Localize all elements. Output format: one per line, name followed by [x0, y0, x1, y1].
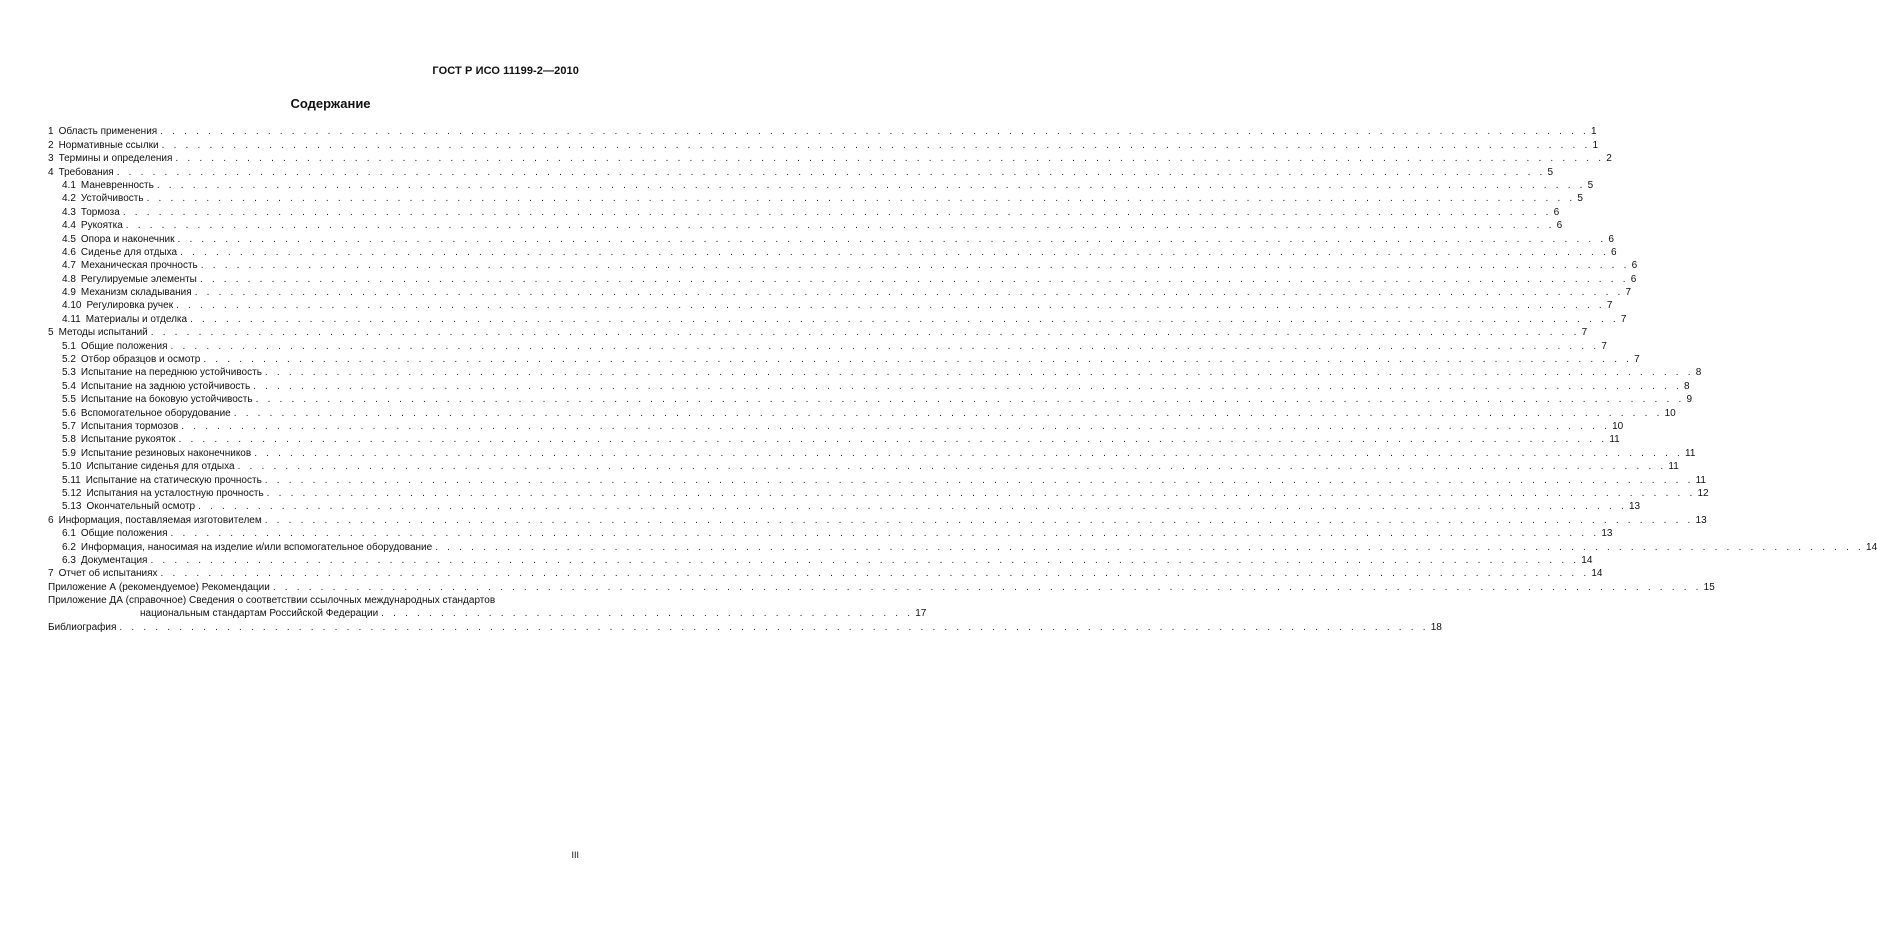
- toc-dot-leader: . . . . . . . . . . . . . . . . . . . . . . . . . . . . . . . . . . . . . . . . . . . . . . . . . . . . . . . . . . . . . . . . . . . . . . . . . . . . . . . . . . . . . . . . . . . . . . . . . . . . . . . . . . . . . . . . . . . . . . . .: [150, 327, 1580, 339]
- toc-entry-page: 11: [1695, 474, 1706, 486]
- toc-entry[interactable]: [48, 487, 1709, 500]
- toc-entry[interactable]: [48, 339, 1607, 352]
- toc-entry-label: [48, 366, 262, 379]
- page-title: Содержание: [290, 96, 371, 111]
- toc-entry-label: [48, 474, 262, 487]
- toc-dot-leader: . . . . . . . . . . . . . . . . . . . . . . . . . . . . . . . . . . . . . . . . . . . . . . . . . . . . . . . . . . . . . . . . . . . . . . . . . . . . . . . . . . . . . . . . . . . . . . . . . . . . . . . . . . . . . . . . . . . . . . . .: [200, 260, 1630, 272]
- toc-entry-annex-da-line1: Приложение ДА (справочное) Сведения о соответствии ссылочных международных стандартов: [48, 594, 496, 606]
- toc-entry-text: Материалы и отделка: [85, 313, 188, 325]
- toc-dot-leader: . . . . . . . . . . . . . . . . . . . . . . . . . . . . . . . . . . . . . . . . . . . . . . . . . . . . . . . . . . . . . . . . . . . . . . . . . . . . . . . . . . . . . . . . . . . . . . . . . . . . . . . . . . . . . . . . . . . . . . . .: [435, 541, 1865, 553]
- toc-entry-number: 5.12: [62, 487, 82, 499]
- toc-entry-label: [48, 420, 178, 433]
- toc-entry-number: 5.7: [62, 420, 76, 432]
- toc-entry-page: 7: [1606, 300, 1613, 312]
- toc-entry-number: 4.10: [62, 300, 82, 312]
- toc-entry-number: 5.1: [62, 340, 76, 352]
- toc-entry-label: [48, 139, 159, 152]
- toc-entry-page: 6: [1553, 206, 1560, 218]
- toc-dot-leader: . . . . . . . . . . . . . . . . . . . . . . . . . . . . . . . . . . . . . . . . . . . . . . . . . . . . . . . . . . . . . . . . . . . . . . . . . . . . . . . . . . . . . . . . . . . . . . . . . . . . . . . . . . . . . . . . . . . . . . . .: [176, 300, 1605, 312]
- toc-entry-label: [48, 286, 192, 299]
- toc-entry-page: 7: [1620, 313, 1627, 325]
- toc-entry-text: Механизм складывания: [80, 287, 192, 299]
- toc-entry[interactable]: [48, 379, 1690, 392]
- toc-entry[interactable]: [48, 326, 1588, 339]
- toc-entry-text: Опора и наконечник: [80, 233, 175, 245]
- toc-entry-page: 11: [1668, 461, 1679, 473]
- toc-entry[interactable]: [48, 312, 1627, 325]
- toc-dot-leader: . . . . . . . . . . . . . . . . . . . . . . . . . . . . . . . . . . . . . . . . . . . . . . . . . . . . . . . . . . . . . . . . . . . . . . . . . . . . . . . . . . . . . . . . . . . . . . . . . . . . . . . . . . . . . . . . . . . . . . . .: [233, 407, 1663, 419]
- toc-entry-text: Рукоятка: [80, 220, 123, 232]
- toc-dot-leader: . . . . . . . . . . . . . . . . . . . . . . . . . . . . . . . . . . . . . . . . . . . . . . . . . . . . . . . . . . . . . . . . . . . . . . . . . . . . . . . . . . . . . . . . . . . . . . . . . . . . . . . . . . . . . . . . . . . . . . . .: [264, 514, 1694, 526]
- toc-dot-leader: . . . . . . . . . . . . . . . . . . . . . . . . . . . . . . . . . . . . . . . . . . . . . . . . . . . . . . . . . . . . . . . . . . . . . . . . . . . . . . . . . . . . . . . . . . . . . . . . . . . . . . . . . . . . . .: [119, 621, 1429, 633]
- toc-dot-leader: . . . . . . . . . . . . . . . . . . . . . . . . . . . . . . . . . . . . . . . . . . . . . . . . . . . . . . . . . . . . . . . . . . . . . . . . . . . . . . . . . . . . . . . . . . . . . . . . . . . . . . . . . . . . . . . . . . . . . . . .: [198, 501, 1627, 513]
- toc-dot-leader: . . . . . . . . . . . . . . . . . . . . . . . . . . . . . . . . . . . . . . . . . . . . . . . . . . . . . . . . . . . . . . . . . . . . . . . . . . . . . . . . . . . . . . . . . . . . . . . . . . . . . . . . . . . . . . . . . . . . . . . .: [125, 220, 1555, 232]
- toc-entry-page: 1: [1591, 126, 1597, 138]
- toc-dot-leader: . . . . . . . . . . . . . . . . . . . . . . . . . . . . . . . . . . . . . . . . . . . . . . . . . . . . . . . . . . . . . . . . . . . . . . . . . . . . . . . . . . . . . . . . . . . . . . . . . . . . . . . . . . . . . . . . . . . . . . . .: [122, 206, 1552, 218]
- toc-entry-number: 5.4: [62, 380, 76, 392]
- toc-dot-leader: . . . . . . . . . . . . . . . . . . . . . . . . . . . . . . . . . . . . . . . . . . . . . . . . . . . . . . . . . . . . . . . . . . . . . . . . . . . . . . . . . . . . . . . . . . . . . . . . . . . . . . . . . . . . . . . . . . . . . . . .: [150, 554, 1580, 566]
- toc-entry-text: Информация, наносимая на изделие и/или вспомогательное оборудование: [80, 541, 433, 553]
- toc-entry-number: 5.9: [62, 447, 76, 459]
- toc-entry[interactable]: [48, 567, 1603, 580]
- toc-entry[interactable]: [48, 406, 1676, 419]
- toc-entry-text: Регулируемые элементы: [80, 273, 197, 285]
- toc-entry[interactable]: [48, 125, 1597, 138]
- toc-entry-page: 14: [1866, 541, 1877, 553]
- toc-entry-page: 11: [1609, 434, 1620, 446]
- toc-entry-label: [48, 353, 200, 366]
- toc-entry-page: 18: [1430, 621, 1442, 633]
- toc-dot-leader: . . . . . . . . . . . . . . . . . . . . . . . . . . . . . . . . . . . . . . . . . . . . . . . . . . . . . . . . . . . . . . . . . . . . . . . . . . . . . . . . . . . . . . . . . . . . . . . . . . . . . . . . . . . . . . . . . . . . . . . .: [170, 340, 1600, 352]
- toc-entry-text: Общие положения: [80, 340, 168, 352]
- toc-entry-text: Приложение А (рекомендуемое) Рекомендации: [48, 581, 270, 593]
- toc-entry-number: 4.3: [62, 206, 76, 218]
- toc-entry-number: 5.8: [62, 434, 76, 446]
- toc-entry-page: 15: [1703, 581, 1715, 593]
- toc-entry-text: Испытание резиновых наконечников: [80, 447, 252, 459]
- toc-entry-label: [48, 166, 114, 179]
- toc-entry-number: 5: [48, 327, 54, 339]
- toc-dot-leader: . . . . . . . . . . . . . . . . . . . . . . . . . . . . . . . . . . . . . . . . . . . . . . . . . . . . . . . . . . . . . . . . . . . . . . . . . . . . . . . . . . . . . . . . . . . . . . . . . . . . . . . . . . . . . . . . . . . . . . . .: [254, 447, 1684, 459]
- toc-dot-leader: . . . . . . . . . . . . . . . . . . . . . . . . . . . . . . . . . . . . . . . . . . . . . . . . . . . . . . . . . . . . . . . . . . . . . . . . . . . . . . . . . . . . . . . . . . . . . . . . . . . . . . . . . . . . . . . . . . . . . . . .: [203, 354, 1633, 366]
- toc-entry[interactable]: [48, 460, 1679, 473]
- toc-entry-page: 8: [1684, 380, 1690, 392]
- toc-entry[interactable]: [48, 219, 1563, 232]
- toc-dot-leader: . . . . . . . . . . . . . . . . . . . . . . . . . . . . . . . . . . . . . . . . . . . . . . . . . . . . . . . . . . . . . . . . . . . . . . . . . . . . . . . . . . . . . . . . . . . . . . . . . . . . . . . . . . . . . . . . . . . . . . . .: [170, 528, 1600, 540]
- toc-entry-page: 8: [1695, 367, 1702, 379]
- toc-entry-number: 6: [48, 514, 54, 526]
- toc-entry-page: 7: [1581, 327, 1588, 339]
- toc-entry[interactable]: [48, 473, 1706, 486]
- toc-entry-number: 2: [48, 139, 54, 151]
- toc-dot-leader: . . . . . . . . . . . . . . . . . . . . . . . . . . . . . . . . . . . . . . . . . . . . . . . . . . . . . . . . . . . . . . . . . . . . . . . . . . . . . . . . . . . . . . . . . . . . . . . . . . . . . . . . . . . . . . . . . . . . . . . .: [177, 233, 1607, 245]
- toc-entry-label: [48, 179, 154, 192]
- toc-entry-text: Испытания на усталостную прочность: [86, 487, 264, 499]
- toc-entry-number: 4.4: [62, 220, 76, 232]
- toc-entry-label: [48, 541, 432, 554]
- toc-entry-text: Окончательный осмотр: [86, 501, 196, 513]
- toc-entry-number: 6.1: [62, 528, 76, 540]
- toc-entry-annex-da[interactable]: [48, 594, 927, 621]
- toc-entry[interactable]: [48, 353, 1640, 366]
- toc-entry-label: [48, 246, 177, 259]
- toc-entry[interactable]: [48, 286, 1632, 299]
- toc-entry-label: [48, 206, 120, 219]
- toc-entry-text: Документация: [80, 554, 148, 566]
- toc-entry-number: 4.9: [62, 287, 76, 299]
- toc-entry[interactable]: [48, 179, 1594, 192]
- toc-dot-leader: . . . . . . . . . . . . . . . . . . . . . . . . . . . . . . . . . . . . . . . . . . . . . . . . . . . . . . . . . . . . . . . . . . . . . . . . . . . . . . . . . . . . . . . . . . . . . . . . . . . . . . . . . . . . . . . . . . . . . . . .: [190, 313, 1619, 325]
- toc-dot-leader: . . . . . . . . . . . . . . . . . . . . . . . . . . . . . . . . . . . . . . . . . . . . . . . . . . . . . . . . . . . . . . . . . . . . . . . . . . . . . . . . . . . . . . . . . . . . . . . . . . . . . . . . . . . . . . . . . . . . . . . .: [199, 273, 1629, 285]
- toc-entry-page: 5: [1577, 193, 1583, 205]
- toc-entry-page: 17: [915, 608, 927, 620]
- toc-entry-number: 5.3: [62, 367, 76, 379]
- toc-entry-label: [48, 487, 264, 500]
- toc-entry-label: [48, 233, 175, 246]
- page-number: III: [571, 850, 579, 860]
- toc-entry-text: Механическая прочность: [80, 260, 198, 272]
- toc-dot-leader: . . . . . . . . . . . . . . . . . . . . . . . . . . . . . . . . . . . . . . . . . . . . . . . . . . . . . . . . . . . . . . . . . . . . . . . . . . . . . . . . . . . . . . . . . . . . . . . . . . . . . . . . . . . . . . . . . . . . . . . .: [175, 153, 1605, 165]
- toc-entry-label: [48, 433, 176, 446]
- toc-entry-label: Библиография: [48, 621, 117, 633]
- toc-dot-leader: . . . . . . . . . . . . . . . . . . . . . . . . . . . . . . . . . . . . . . . . . . . . .: [381, 608, 914, 620]
- toc-entry[interactable]: [48, 138, 1599, 151]
- toc-entry-label: [48, 500, 195, 513]
- toc-entry-text: Вспомогательное оборудование: [80, 407, 231, 419]
- toc-entry-label: [48, 567, 158, 580]
- toc-entry[interactable]: [48, 527, 1613, 540]
- toc-dot-leader: . . . . . . . . . . . . . . . . . . . . . . . . . . . . . . . . . . . . . . . . . . . . . . . . . . . . . . . . . . . . . . . . . . . . . . . . . . . . . . . . . . . . . . . . . . . . . . . . . . . . . . . . . . . . . . . . . . . . . . . .: [156, 179, 1586, 191]
- toc-entry-text: Нормативные ссылки: [58, 139, 159, 151]
- toc-entry-page: 14: [1591, 568, 1603, 580]
- toc-dot-leader: . . . . . . . . . . . . . . . . . . . . . . . . . . . . . . . . . . . . . . . . . . . . . . . . . . . . . . . . . . . . . . . . . . . . . . . . . . . . . . . . . . . . . . . . . . . . . . . . . . . . . . . . . . . . . . . . . . . . . . . .: [160, 126, 1590, 138]
- toc-entry[interactable]: [48, 246, 1617, 259]
- toc-entry-page: 6: [1631, 260, 1638, 272]
- toc-dot-leader: . . . . . . . . . . . . . . . . . . . . . . . . . . . . . . . . . . . . . . . . . . . . . . . . . . . . . . . . . . . . . . . . . . . . . . . . . . . . . . . . . . . . . . . . . . . . . . . . . . . . . . . . . . . . . . . . . . . . . . . .: [181, 420, 1611, 432]
- toc-entry-label: [48, 299, 173, 312]
- toc-entry-number: 5.2: [62, 354, 76, 366]
- toc-entry-page: 7: [1634, 354, 1640, 366]
- toc-entry-label: [48, 192, 144, 205]
- toc-entry-label: [48, 219, 123, 232]
- toc-entry-number: 5.11: [62, 474, 81, 486]
- toc-entry-page: 2: [1606, 153, 1612, 165]
- toc-dot-leader: . . . . . . . . . . . . . . . . . . . . . . . . . . . . . . . . . . . . . . . . . . . . . . . . . . . . . . . . . . . . . . . . . . . . . . . . . . . . . . . . . . . . . . . . . . . . . . . . . . . . . . . . . . . . . . . . . . . . . . . .: [253, 380, 1682, 392]
- toc-entry[interactable]: [48, 393, 1692, 406]
- toc-entry-number: 4.7: [62, 260, 76, 272]
- toc-entry-label: [48, 340, 168, 353]
- toc-entry-label: [48, 527, 168, 540]
- toc-entry-number: 4.1: [62, 179, 76, 191]
- toc-dot-leader: . . . . . . . . . . . . . . . . . . . . . . . . . . . . . . . . . . . . . . . . . . . . . . . . . . . . . . . . . . . . . . . . . . . . . . . . . . . . . . . . . . . . . . . . . . . . . . . . . . . . . . . . . . . . . . . . . . . . . . . .: [264, 474, 1694, 486]
- toc-entry-label: [48, 460, 235, 473]
- toc-entry-number: 4.8: [62, 273, 76, 285]
- toc-entry-number: 1: [48, 126, 54, 138]
- toc-entry-text: Испытание сиденья для отдыха: [86, 461, 235, 473]
- toc-entry-page: 10: [1612, 420, 1624, 432]
- toc-entry-text: Маневренность: [80, 179, 154, 191]
- toc-entry[interactable]: [48, 500, 1641, 513]
- toc-entry[interactable]: [48, 420, 1624, 433]
- toc-entry-page: 11: [1685, 447, 1696, 459]
- toc-entry-page: 9: [1686, 394, 1692, 406]
- toc-entry-text: Устойчивость: [80, 193, 144, 205]
- toc-entry-text: Методы испытаний: [58, 327, 148, 339]
- toc-entry-number: 5.13: [62, 501, 82, 513]
- toc-entry[interactable]: [48, 433, 1620, 446]
- toc-entry-label: [48, 581, 270, 594]
- toc-entry-label: [48, 407, 231, 420]
- toc-dot-leader: . . . . . . . . . . . . . . . . . . . . . . . . . . . . . . . . . . . . . . . . . . . . . . . . . . . . . . . . . . . . . . . . . . . . . . . . . . . . . . . . . . . . . . . . . . . . . . . . . . . . . . . . . . . . . . . . . . . . . . . .: [272, 581, 1702, 593]
- toc-entry[interactable]: [48, 554, 1593, 567]
- toc-entry-page: 6: [1556, 220, 1563, 232]
- toc-entry-page: 1: [1592, 139, 1599, 151]
- toc-entry-page: 10: [1664, 407, 1676, 419]
- toc-dot-leader: . . . . . . . . . . . . . . . . . . . . . . . . . . . . . . . . . . . . . . . . . . . . . . . . . . . . . . . . . . . . . . . . . . . . . . . . . . . . . . . . . . . . . . . . . . . . . . . . . . . . . . . . . . . . . . . . . . . . . . . .: [264, 367, 1694, 379]
- toc-entry-text: Сиденье для отдыха: [80, 246, 178, 258]
- toc-entry[interactable]: [48, 152, 1612, 165]
- toc-entry-number: 6.3: [62, 554, 76, 566]
- toc-entry-page: 7: [1601, 340, 1607, 352]
- toc-entry-text: Область применения: [58, 126, 158, 138]
- toc-entry-page: 12: [1697, 487, 1709, 499]
- toc-entry[interactable]: [48, 446, 1696, 459]
- toc-entry-number: 6.2: [62, 541, 76, 553]
- toc-entry-annex-da-line2: национальным стандартам Российской Федерации: [140, 608, 379, 620]
- toc-entry-number: 3: [48, 153, 54, 165]
- toc-entry-number: 4: [48, 166, 54, 178]
- toc-entry[interactable]: [48, 272, 1637, 285]
- toc-dot-leader: . . . . . . . . . . . . . . . . . . . . . . . . . . . . . . . . . . . . . . . . . . . . . . . . . . . . . . . . . . . . . . . . . . . . . . . . . . . . . . . . . . . . . . . . . . . . . . . . . . . . . . . . . . . . . . . . . . . . . . . .: [160, 568, 1590, 580]
- toc-entry[interactable]: [48, 366, 1702, 379]
- toc-entry[interactable]: [48, 205, 1560, 218]
- toc-dot-leader: . . . . . . . . . . . . . . . . . . . . . . . . . . . . . . . . . . . . . . . . . . . . . . . . . . . . . . . . . . . . . . . . . . . . . . . . . . . . . . . . . . . . . . . . . . . . . . . . . . . . . . . . . . . . . . . . . . . . . . . .: [266, 487, 1696, 499]
- toc-entry-page: 13: [1628, 501, 1641, 513]
- toc-entry-label: [48, 313, 187, 326]
- toc-entry-text: Тормоза: [80, 206, 120, 218]
- toc-dot-leader: . . . . . . . . . . . . . . . . . . . . . . . . . . . . . . . . . . . . . . . . . . . . . . . . . . . . . . . . . . . . . . . . . . . . . . . . . . . . . . . . . . . . . . . . . . . . . . . . . . . . . . . . . . . . . . . . . . . . . . . .: [237, 461, 1667, 473]
- toc-entry[interactable]: [48, 192, 1583, 205]
- toc-entry-page: 5: [1587, 179, 1594, 191]
- toc-entry-number: 4.2: [62, 193, 76, 205]
- toc-entry-label: [48, 380, 250, 393]
- toc-entry-label: [48, 447, 251, 460]
- toc-entry-text: Испытание на переднюю устойчивость: [80, 367, 262, 379]
- toc-entry-page: 13: [1695, 514, 1707, 526]
- toc-entry-page: 6: [1630, 273, 1637, 285]
- toc-dot-leader: . . . . . . . . . . . . . . . . . . . . . . . . . . . . . . . . . . . . . . . . . . . . . . . . . . . . . . . . . . . . . . . . . . . . . . . . . . . . . . . . . . . . . . . . . . . . . . . . . . . . . . . . . . . . . . . . . . . . . . . .: [194, 287, 1624, 299]
- toc-entry-number: 5.10: [62, 461, 82, 473]
- toc-entry-number: 4.11: [62, 313, 81, 325]
- toc-entry-label: [48, 273, 197, 286]
- toc-dot-leader: . . . . . . . . . . . . . . . . . . . . . . . . . . . . . . . . . . . . . . . . . . . . . . . . . . . . . . . . . . . . . . . . . . . . . . . . . . . . . . . . . . . . . . . . . . . . . . . . . . . . . . . . . . . . . . . . . . . . . . . .: [146, 193, 1576, 205]
- toc-entry-number: 5.5: [62, 394, 76, 406]
- toc-entry-text: Регулировка ручек: [86, 300, 174, 312]
- toc-entry-page: 5: [1547, 166, 1554, 178]
- toc-entry-text: Испытание на заднюю устойчивость: [80, 380, 251, 392]
- toc-entry[interactable]: [48, 580, 1715, 593]
- toc-entry-text: Отбор образцов и осмотр: [80, 354, 201, 366]
- toc-entry-number: 4.6: [62, 246, 76, 258]
- toc-dot-leader: . . . . . . . . . . . . . . . . . . . . . . . . . . . . . . . . . . . . . . . . . . . . . . . . . . . . . . . . . . . . . . . . . . . . . . . . . . . . . . . . . . . . . . . . . . . . . . . . . . . . . . . . . . . . . . . . . . . . . . . .: [178, 434, 1608, 446]
- toc-entry-label: [48, 326, 148, 339]
- toc-entry-label: [48, 554, 147, 567]
- toc-dot-leader: . . . . . . . . . . . . . . . . . . . . . . . . . . . . . . . . . . . . . . . . . . . . . . . . . . . . . . . . . . . . . . . . . . . . . . . . . . . . . . . . . . . . . . . . . . . . . . . . . . . . . . . . . . . . . . . . . . . . . . . .: [116, 166, 1546, 178]
- toc-entry[interactable]: [48, 513, 1707, 526]
- toc-entry-number: 5.6: [62, 407, 76, 419]
- toc-entry-label: [48, 514, 262, 527]
- toc-entry[interactable]: [48, 540, 1877, 553]
- toc-entry-page: 13: [1601, 528, 1613, 540]
- toc-entry-text: Требования: [58, 166, 114, 178]
- toc-dot-leader: . . . . . . . . . . . . . . . . . . . . . . . . . . . . . . . . . . . . . . . . . . . . . . . . . . . . . . . . . . . . . . . . . . . . . . . . . . . . . . . . . . . . . . . . . . . . . . . . . . . . . . . . . . . . . . . . . . . . . . . .: [255, 394, 1685, 406]
- toc-entry[interactable]: [48, 165, 1554, 178]
- toc-entry-text: Информация, поставляемая изготовителем: [58, 514, 262, 526]
- toc-dot-leader: . . . . . . . . . . . . . . . . . . . . . . . . . . . . . . . . . . . . . . . . . . . . . . . . . . . . . . . . . . . . . . . . . . . . . . . . . . . . . . . . . . . . . . . . . . . . . . . . . . . . . . . . . . . . . . . . . . . . . . . .: [161, 139, 1591, 151]
- toc-entry-text: Термины и определения: [58, 153, 173, 165]
- toc-entry-page: 14: [1581, 554, 1593, 566]
- toc-entry-label: [48, 152, 172, 165]
- toc-dot-leader: . . . . . . . . . . . . . . . . . . . . . . . . . . . . . . . . . . . . . . . . . . . . . . . . . . . . . . . . . . . . . . . . . . . . . . . . . . . . . . . . . . . . . . . . . . . . . . . . . . . . . . . . . . . . . . . . . . . . . . . .: [180, 246, 1609, 258]
- toc-entry-label: [48, 125, 157, 138]
- toc-entry-text: Испытание на боковую устойчивость: [80, 394, 253, 406]
- toc-entry-label: [48, 393, 253, 406]
- toc-entry[interactable]: [48, 259, 1638, 272]
- toc-entry-text: Отчет об испытаниях: [58, 568, 158, 580]
- toc-entry-text: Испытание рукояток: [80, 434, 176, 446]
- toc-entry-page: 7: [1625, 287, 1632, 299]
- table-of-contents: [48, 125, 1877, 634]
- toc-entry-number: 7: [48, 568, 54, 580]
- toc-entry[interactable]: [48, 299, 1613, 312]
- toc-entry-bibliography[interactable]: [48, 620, 1442, 633]
- toc-entry[interactable]: [48, 232, 1614, 245]
- toc-entry-text: Испытания тормозов: [80, 420, 179, 432]
- toc-entry-text: Общие положения: [80, 528, 168, 540]
- toc-entry-page: 6: [1610, 246, 1617, 258]
- toc-entry-number: 4.5: [62, 233, 76, 245]
- toc-entries-list: [48, 125, 1877, 594]
- toc-entry-page: 6: [1608, 233, 1614, 245]
- document-code-header: ГОСТ Р ИСО 11199-2—2010: [432, 65, 579, 77]
- toc-entry-text: Испытание на статическую прочность: [85, 474, 262, 486]
- toc-entry-label: [48, 259, 198, 272]
